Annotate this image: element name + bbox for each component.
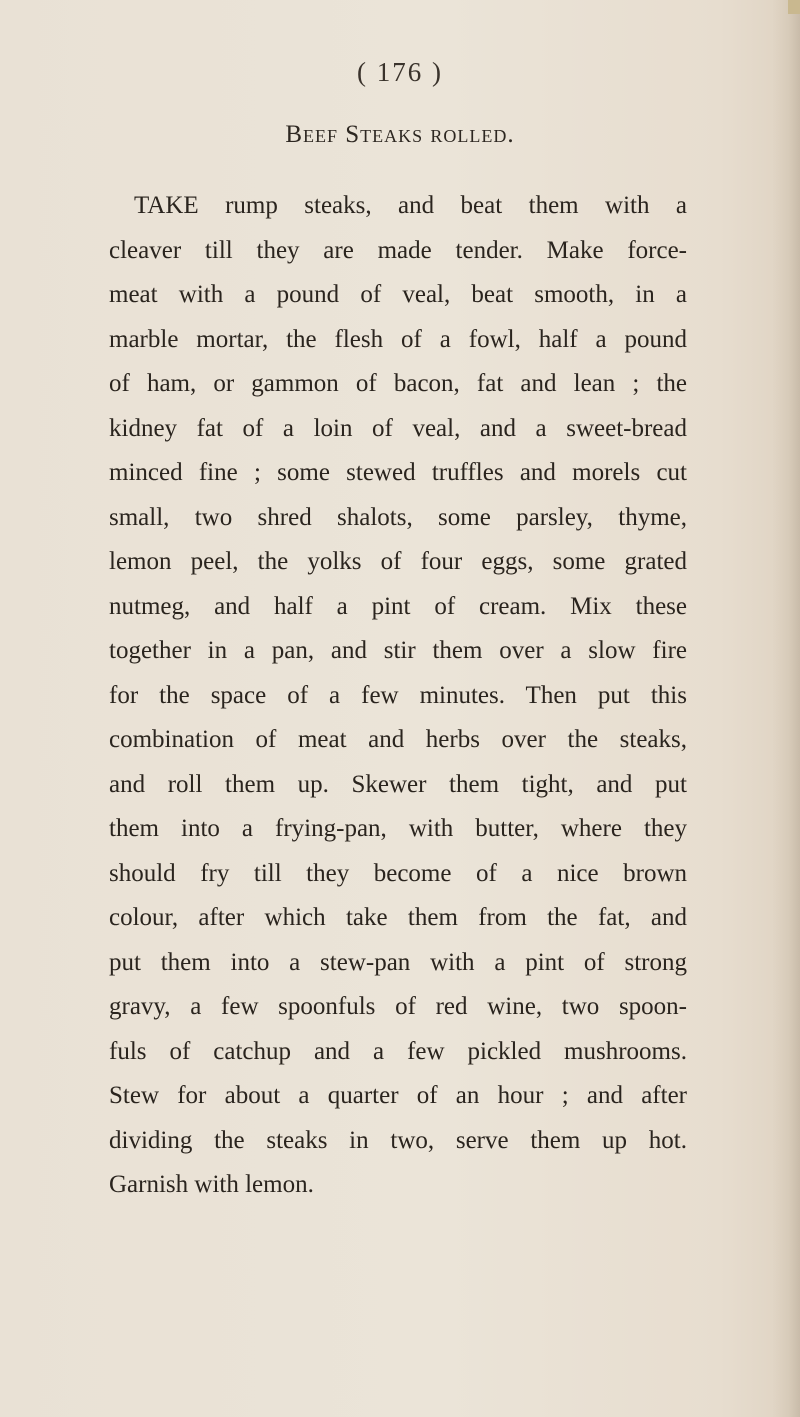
text-line: combination of meat and herbs over the steaks,	[109, 726, 687, 753]
text-line: lemon peel, the yolks of four eggs, some grated	[109, 548, 687, 575]
text-line: should fry till they become of a nice brown	[109, 859, 687, 887]
recipe-heading: Beef Steaks rolled.	[285, 121, 515, 148]
text-line: Garnish with lemon.	[109, 1171, 314, 1198]
text-line: dividing the steaks in two, serve them up hot.	[109, 1126, 687, 1154]
text-line: Stew for about a quarter of an hour ; and after	[109, 1082, 687, 1109]
text-line: marble mortar, the flesh of a fowl, half a pound	[109, 325, 687, 353]
text-line: together in a pan, and stir them over a slow fire	[109, 637, 687, 664]
text-line: and roll them up. Skewer them tight, and put	[109, 770, 687, 798]
text-line: them into a frying-pan, with butter, where they	[109, 815, 687, 842]
text-line: minced fine ; some stewed truffles and morels cut	[109, 459, 687, 486]
text-line: gravy, a few spoonfuls of red wine, two spoon-	[109, 993, 687, 1020]
text-line: nutmeg, and half a pint of cream. Mix these	[109, 592, 687, 620]
text-line: for the space of a few minutes. Then put this	[109, 681, 687, 709]
text-line: fuls of catchup and a few pickled mushrooms.	[109, 1037, 687, 1065]
text-line: TAKE rump steaks, and beat them with a	[134, 192, 687, 219]
text-line: cleaver till they are made tender. Make force-	[109, 236, 687, 264]
text-line: colour, after which take them from the fat, and	[109, 904, 687, 931]
corner-stain	[788, 0, 800, 14]
text-line: kidney fat of a loin of veal, and a sweet-bread	[109, 414, 687, 442]
page-edge-shadow	[772, 0, 800, 1417]
recipe-body	[109, 184, 687, 1208]
text-line: meat with a pound of veal, beat smooth, in a	[109, 281, 687, 308]
text-line: small, two shred shalots, some parsley, thyme,	[109, 503, 687, 531]
text-line: of ham, or gammon of bacon, fat and lean ; the	[109, 370, 687, 397]
text-line: put them into a stew-pan with a pint of strong	[109, 948, 687, 976]
page-number: ( 176 )	[357, 57, 443, 87]
